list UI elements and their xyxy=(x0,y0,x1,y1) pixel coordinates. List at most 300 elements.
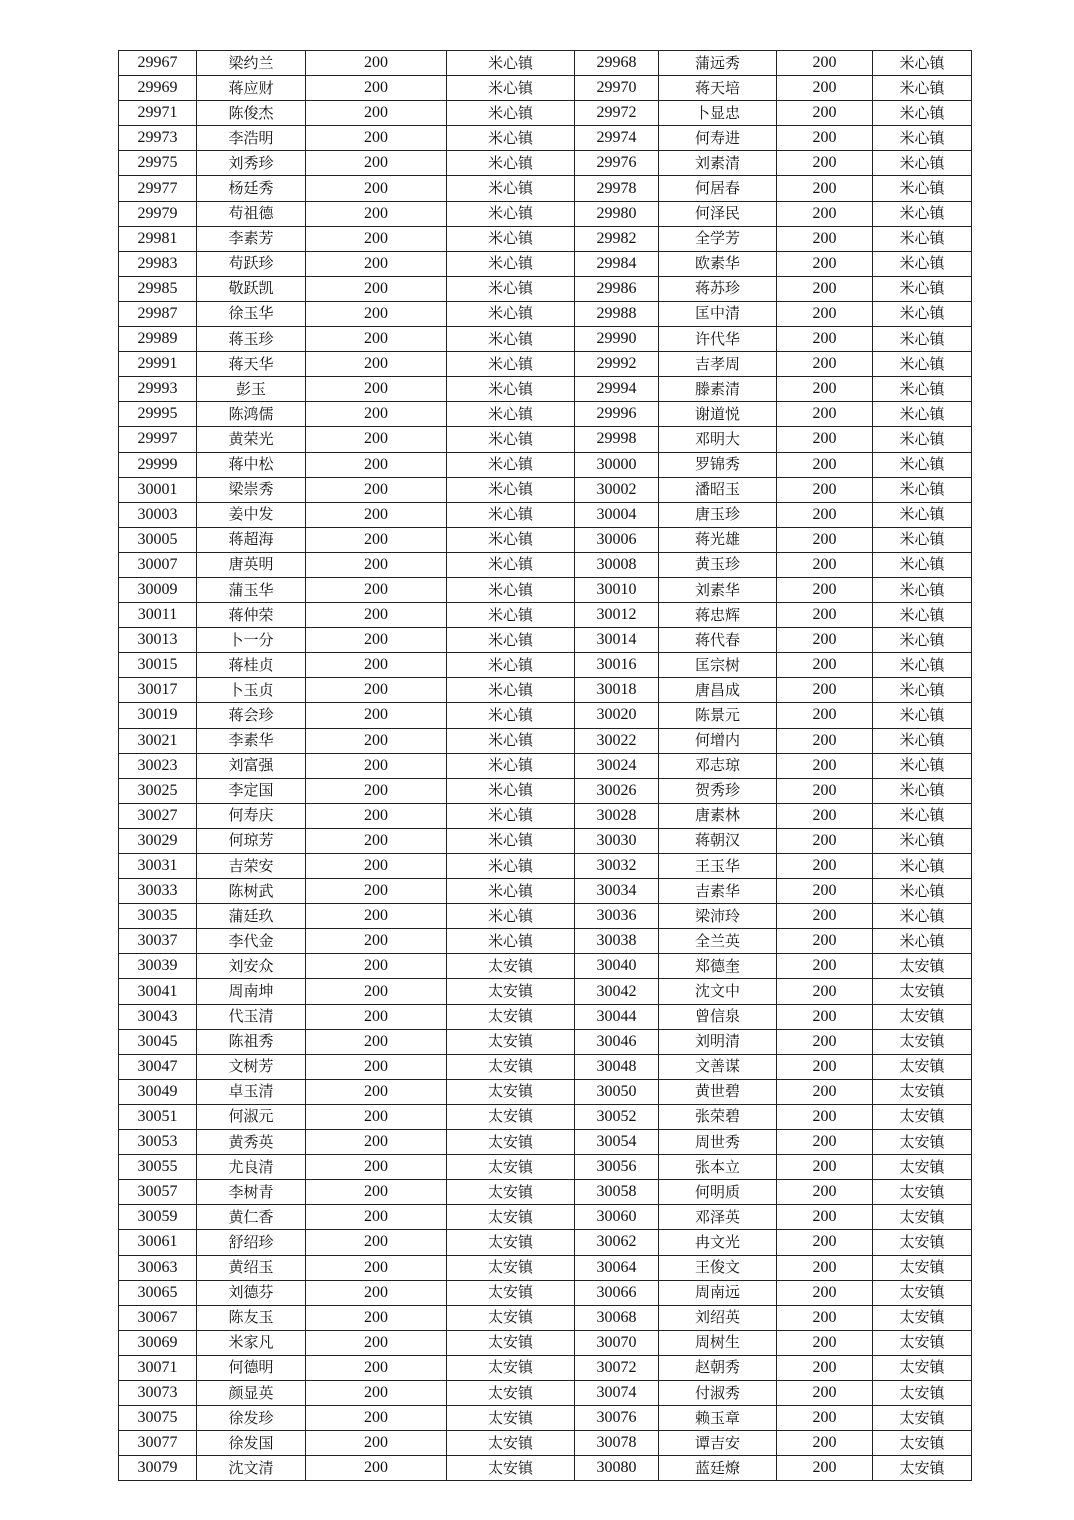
cell-name: 陈景元 xyxy=(659,703,777,728)
cell-name: 蓝廷燎 xyxy=(659,1456,777,1481)
cell-name: 刘素华 xyxy=(659,577,777,602)
cell-name: 刘明清 xyxy=(659,1029,777,1054)
cell-name: 曾信泉 xyxy=(659,1004,777,1029)
cell-name: 卜显忠 xyxy=(659,101,777,126)
table-row xyxy=(119,753,972,778)
cell-name: 张本立 xyxy=(659,1155,777,1180)
cell-name: 黄秀英 xyxy=(197,1130,306,1155)
cell-town: 米心镇 xyxy=(447,176,575,201)
table-row xyxy=(119,678,972,703)
cell-amount: 200 xyxy=(306,1054,447,1079)
cell-town: 米心镇 xyxy=(447,552,575,577)
cell-amount: 200 xyxy=(306,452,447,477)
cell-record-number: 29980 xyxy=(575,201,659,226)
cell-name: 贺秀珍 xyxy=(659,778,777,803)
cell-town: 米心镇 xyxy=(447,502,575,527)
cell-amount: 200 xyxy=(777,1305,873,1330)
cell-name: 颜显英 xyxy=(197,1380,306,1405)
cell-record-number: 30064 xyxy=(575,1255,659,1280)
cell-amount: 200 xyxy=(777,678,873,703)
cell-name: 吉孝周 xyxy=(659,352,777,377)
cell-amount: 200 xyxy=(777,1029,873,1054)
cell-town: 米心镇 xyxy=(447,427,575,452)
cell-town: 太安镇 xyxy=(447,1079,575,1104)
cell-amount: 200 xyxy=(777,101,873,126)
cell-record-number: 30056 xyxy=(575,1155,659,1180)
cell-name: 王俊文 xyxy=(659,1255,777,1280)
cell-amount: 200 xyxy=(777,979,873,1004)
cell-record-number: 29977 xyxy=(119,176,197,201)
cell-amount: 200 xyxy=(306,1205,447,1230)
cell-name: 匡中清 xyxy=(659,301,777,326)
cell-town: 米心镇 xyxy=(873,603,972,628)
table-row xyxy=(119,1029,972,1054)
cell-amount: 200 xyxy=(306,828,447,853)
cell-town: 米心镇 xyxy=(873,854,972,879)
cell-record-number: 30048 xyxy=(575,1054,659,1079)
cell-town: 米心镇 xyxy=(873,226,972,251)
cell-name: 黄绍玉 xyxy=(197,1255,306,1280)
cell-amount: 200 xyxy=(306,628,447,653)
cell-name: 杨廷秀 xyxy=(197,176,306,201)
cell-amount: 200 xyxy=(306,427,447,452)
cell-town: 米心镇 xyxy=(873,929,972,954)
cell-record-number: 29981 xyxy=(119,226,197,251)
cell-amount: 200 xyxy=(777,176,873,201)
cell-name: 徐玉华 xyxy=(197,301,306,326)
cell-amount: 200 xyxy=(306,1029,447,1054)
cell-amount: 200 xyxy=(777,1355,873,1380)
cell-name: 蒋中松 xyxy=(197,452,306,477)
cell-amount: 200 xyxy=(777,1380,873,1405)
cell-amount: 200 xyxy=(777,1205,873,1230)
table-row xyxy=(119,176,972,201)
cell-town: 米心镇 xyxy=(873,527,972,552)
table-row xyxy=(119,954,972,979)
table-row xyxy=(119,126,972,151)
cell-town: 米心镇 xyxy=(447,753,575,778)
cell-amount: 200 xyxy=(777,929,873,954)
cell-name: 黄世碧 xyxy=(659,1079,777,1104)
cell-name: 蒋仲荣 xyxy=(197,603,306,628)
cell-record-number: 30029 xyxy=(119,828,197,853)
cell-amount: 200 xyxy=(777,728,873,753)
cell-name: 李浩明 xyxy=(197,126,306,151)
cell-record-number: 30019 xyxy=(119,703,197,728)
cell-amount: 200 xyxy=(777,477,873,502)
cell-name: 梁约兰 xyxy=(197,51,306,76)
cell-record-number: 30071 xyxy=(119,1355,197,1380)
cell-record-number: 30079 xyxy=(119,1456,197,1481)
cell-record-number: 30068 xyxy=(575,1305,659,1330)
table-row xyxy=(119,1330,972,1355)
cell-name: 蒋天培 xyxy=(659,76,777,101)
cell-town: 米心镇 xyxy=(873,327,972,352)
table-row xyxy=(119,151,972,176)
cell-town: 米心镇 xyxy=(447,904,575,929)
cell-record-number: 30049 xyxy=(119,1079,197,1104)
cell-record-number: 30008 xyxy=(575,552,659,577)
cell-town: 太安镇 xyxy=(447,1104,575,1129)
table-row xyxy=(119,1130,972,1155)
cell-amount: 200 xyxy=(777,126,873,151)
table-row xyxy=(119,101,972,126)
table-row xyxy=(119,452,972,477)
table-row xyxy=(119,377,972,402)
cell-name: 吉素华 xyxy=(659,879,777,904)
cell-name: 何寿庆 xyxy=(197,803,306,828)
cell-name: 周南远 xyxy=(659,1280,777,1305)
cell-amount: 200 xyxy=(306,1280,447,1305)
cell-name: 李素华 xyxy=(197,728,306,753)
cell-record-number: 29968 xyxy=(575,51,659,76)
cell-name: 何明质 xyxy=(659,1180,777,1205)
cell-name: 刘富强 xyxy=(197,753,306,778)
cell-town: 太安镇 xyxy=(447,1406,575,1431)
cell-record-number: 30073 xyxy=(119,1380,197,1405)
cell-town: 米心镇 xyxy=(447,76,575,101)
cell-town: 太安镇 xyxy=(873,1255,972,1280)
cell-name: 姜中发 xyxy=(197,502,306,527)
table-row xyxy=(119,728,972,753)
cell-record-number: 30028 xyxy=(575,803,659,828)
table-row xyxy=(119,1280,972,1305)
cell-record-number: 29984 xyxy=(575,251,659,276)
cell-record-number: 29973 xyxy=(119,126,197,151)
cell-name: 匡宗树 xyxy=(659,653,777,678)
cell-amount: 200 xyxy=(306,276,447,301)
cell-name: 谢道悦 xyxy=(659,402,777,427)
cell-name: 唐英明 xyxy=(197,552,306,577)
cell-town: 太安镇 xyxy=(447,954,575,979)
cell-name: 李代金 xyxy=(197,929,306,954)
table-row xyxy=(119,352,972,377)
table-row xyxy=(119,979,972,1004)
cell-name: 欧素华 xyxy=(659,251,777,276)
cell-record-number: 29974 xyxy=(575,126,659,151)
cell-town: 米心镇 xyxy=(873,753,972,778)
cell-record-number: 30002 xyxy=(575,477,659,502)
cell-town: 太安镇 xyxy=(447,1330,575,1355)
cell-town: 米心镇 xyxy=(873,427,972,452)
cell-name: 周树生 xyxy=(659,1330,777,1355)
cell-amount: 200 xyxy=(306,1180,447,1205)
cell-amount: 200 xyxy=(777,778,873,803)
cell-record-number: 29994 xyxy=(575,377,659,402)
cell-amount: 200 xyxy=(306,1406,447,1431)
cell-name: 滕素清 xyxy=(659,377,777,402)
cell-amount: 200 xyxy=(777,753,873,778)
cell-record-number: 30001 xyxy=(119,477,197,502)
cell-record-number: 30020 xyxy=(575,703,659,728)
cell-town: 米心镇 xyxy=(873,251,972,276)
cell-amount: 200 xyxy=(777,402,873,427)
cell-name: 何淑元 xyxy=(197,1104,306,1129)
cell-town: 米心镇 xyxy=(447,301,575,326)
cell-record-number: 30031 xyxy=(119,854,197,879)
table-row xyxy=(119,427,972,452)
cell-amount: 200 xyxy=(777,201,873,226)
cell-town: 太安镇 xyxy=(447,1355,575,1380)
cell-name: 黄仁香 xyxy=(197,1205,306,1230)
cell-amount: 200 xyxy=(306,126,447,151)
cell-name: 蒋会珍 xyxy=(197,703,306,728)
cell-town: 米心镇 xyxy=(873,828,972,853)
cell-town: 米心镇 xyxy=(447,577,575,602)
cell-name: 徐发国 xyxy=(197,1431,306,1456)
cell-amount: 200 xyxy=(777,226,873,251)
cell-record-number: 30032 xyxy=(575,854,659,879)
cell-record-number: 30061 xyxy=(119,1230,197,1255)
cell-town: 太安镇 xyxy=(447,1380,575,1405)
table-row xyxy=(119,703,972,728)
cell-record-number: 30018 xyxy=(575,678,659,703)
cell-town: 太安镇 xyxy=(873,1431,972,1456)
cell-record-number: 30009 xyxy=(119,577,197,602)
cell-record-number: 30038 xyxy=(575,929,659,954)
cell-amount: 200 xyxy=(306,502,447,527)
cell-name: 蒲玉华 xyxy=(197,577,306,602)
cell-amount: 200 xyxy=(306,1380,447,1405)
cell-amount: 200 xyxy=(777,151,873,176)
cell-record-number: 29978 xyxy=(575,176,659,201)
cell-record-number: 30041 xyxy=(119,979,197,1004)
cell-name: 邓泽英 xyxy=(659,1205,777,1230)
cell-amount: 200 xyxy=(777,1130,873,1155)
table-row xyxy=(119,1355,972,1380)
cell-name: 周南坤 xyxy=(197,979,306,1004)
cell-amount: 200 xyxy=(306,854,447,879)
cell-name: 李树青 xyxy=(197,1180,306,1205)
cell-name: 郑德奎 xyxy=(659,954,777,979)
table-row xyxy=(119,1155,972,1180)
cell-amount: 200 xyxy=(777,1330,873,1355)
cell-town: 太安镇 xyxy=(873,1104,972,1129)
cell-town: 米心镇 xyxy=(873,502,972,527)
table-row xyxy=(119,1180,972,1205)
cell-amount: 200 xyxy=(306,1305,447,1330)
cell-amount: 200 xyxy=(777,879,873,904)
cell-amount: 200 xyxy=(777,1255,873,1280)
cell-record-number: 30072 xyxy=(575,1355,659,1380)
cell-record-number: 30003 xyxy=(119,502,197,527)
table-row xyxy=(119,879,972,904)
cell-town: 太安镇 xyxy=(873,979,972,1004)
cell-town: 米心镇 xyxy=(447,201,575,226)
cell-name: 蒋天华 xyxy=(197,352,306,377)
cell-name: 何琼芳 xyxy=(197,828,306,853)
table-row xyxy=(119,1305,972,1330)
cell-name: 黄荣光 xyxy=(197,427,306,452)
cell-town: 米心镇 xyxy=(873,728,972,753)
cell-amount: 200 xyxy=(777,1456,873,1481)
cell-town: 太安镇 xyxy=(873,1155,972,1180)
cell-record-number: 29986 xyxy=(575,276,659,301)
cell-record-number: 30030 xyxy=(575,828,659,853)
cell-town: 米心镇 xyxy=(447,101,575,126)
cell-record-number: 30078 xyxy=(575,1431,659,1456)
cell-record-number: 30058 xyxy=(575,1180,659,1205)
cell-amount: 200 xyxy=(306,76,447,101)
cell-town: 米心镇 xyxy=(447,678,575,703)
cell-town: 太安镇 xyxy=(873,1029,972,1054)
cell-record-number: 30013 xyxy=(119,628,197,653)
table-row xyxy=(119,251,972,276)
cell-name: 彭玉 xyxy=(197,377,306,402)
table-row xyxy=(119,603,972,628)
cell-town: 米心镇 xyxy=(873,653,972,678)
cell-amount: 200 xyxy=(777,904,873,929)
cell-name: 徐发珍 xyxy=(197,1406,306,1431)
cell-amount: 200 xyxy=(306,377,447,402)
table-row xyxy=(119,276,972,301)
cell-record-number: 30039 xyxy=(119,954,197,979)
cell-amount: 200 xyxy=(306,1004,447,1029)
cell-name: 卜玉贞 xyxy=(197,678,306,703)
cell-amount: 200 xyxy=(777,1280,873,1305)
cell-amount: 200 xyxy=(306,879,447,904)
cell-town: 米心镇 xyxy=(873,151,972,176)
cell-amount: 200 xyxy=(306,1255,447,1280)
cell-name: 蒋桂贞 xyxy=(197,653,306,678)
table-row xyxy=(119,502,972,527)
table-row xyxy=(119,1406,972,1431)
cell-record-number: 30060 xyxy=(575,1205,659,1230)
cell-amount: 200 xyxy=(306,327,447,352)
cell-amount: 200 xyxy=(777,377,873,402)
cell-amount: 200 xyxy=(306,51,447,76)
cell-record-number: 29971 xyxy=(119,101,197,126)
cell-town: 米心镇 xyxy=(447,402,575,427)
table-row xyxy=(119,929,972,954)
cell-name: 蒋玉珍 xyxy=(197,327,306,352)
cell-amount: 200 xyxy=(777,954,873,979)
cell-amount: 200 xyxy=(777,51,873,76)
cell-record-number: 29987 xyxy=(119,301,197,326)
cell-amount: 200 xyxy=(777,703,873,728)
cell-town: 太安镇 xyxy=(873,1380,972,1405)
cell-amount: 200 xyxy=(777,452,873,477)
cell-name: 蒋忠辉 xyxy=(659,603,777,628)
cell-record-number: 29970 xyxy=(575,76,659,101)
table-row xyxy=(119,1456,972,1481)
cell-town: 米心镇 xyxy=(873,201,972,226)
cell-amount: 200 xyxy=(777,653,873,678)
cell-amount: 200 xyxy=(306,803,447,828)
cell-record-number: 29997 xyxy=(119,427,197,452)
cell-name: 蒋苏珍 xyxy=(659,276,777,301)
cell-name: 文树芳 xyxy=(197,1054,306,1079)
table-row xyxy=(119,477,972,502)
cell-name: 何增内 xyxy=(659,728,777,753)
cell-name: 何德明 xyxy=(197,1355,306,1380)
cell-amount: 200 xyxy=(777,1054,873,1079)
cell-record-number: 30014 xyxy=(575,628,659,653)
cell-record-number: 30065 xyxy=(119,1280,197,1305)
cell-town: 米心镇 xyxy=(873,778,972,803)
cell-amount: 200 xyxy=(306,1130,447,1155)
table-row xyxy=(119,1380,972,1405)
cell-name: 唐玉珍 xyxy=(659,502,777,527)
cell-amount: 200 xyxy=(777,552,873,577)
cell-amount: 200 xyxy=(306,678,447,703)
cell-town: 米心镇 xyxy=(447,854,575,879)
cell-amount: 200 xyxy=(777,527,873,552)
cell-town: 米心镇 xyxy=(447,653,575,678)
cell-name: 冉文光 xyxy=(659,1230,777,1255)
table-row xyxy=(119,1104,972,1129)
cell-record-number: 29989 xyxy=(119,327,197,352)
cell-amount: 200 xyxy=(306,1079,447,1104)
cell-name: 蒲廷玖 xyxy=(197,904,306,929)
cell-amount: 200 xyxy=(777,427,873,452)
cell-record-number: 30045 xyxy=(119,1029,197,1054)
cell-town: 太安镇 xyxy=(873,1054,972,1079)
cell-amount: 200 xyxy=(777,828,873,853)
cell-amount: 200 xyxy=(777,1431,873,1456)
cell-amount: 200 xyxy=(306,101,447,126)
cell-name: 舒绍珍 xyxy=(197,1230,306,1255)
cell-amount: 200 xyxy=(777,1004,873,1029)
cell-record-number: 30063 xyxy=(119,1255,197,1280)
cell-record-number: 29995 xyxy=(119,402,197,427)
cell-record-number: 30040 xyxy=(575,954,659,979)
cell-record-number: 29992 xyxy=(575,352,659,377)
cell-record-number: 30027 xyxy=(119,803,197,828)
cell-record-number: 30025 xyxy=(119,778,197,803)
cell-record-number: 29993 xyxy=(119,377,197,402)
cell-town: 太安镇 xyxy=(447,1431,575,1456)
cell-record-number: 29979 xyxy=(119,201,197,226)
cell-name: 全兰英 xyxy=(659,929,777,954)
cell-record-number: 30024 xyxy=(575,753,659,778)
cell-amount: 200 xyxy=(306,929,447,954)
cell-amount: 200 xyxy=(306,477,447,502)
cell-town: 米心镇 xyxy=(447,126,575,151)
cell-town: 米心镇 xyxy=(873,477,972,502)
cell-name: 陈鸿儒 xyxy=(197,402,306,427)
cell-amount: 200 xyxy=(306,653,447,678)
cell-record-number: 29988 xyxy=(575,301,659,326)
table-row xyxy=(119,904,972,929)
cell-town: 米心镇 xyxy=(447,803,575,828)
cell-amount: 200 xyxy=(306,1104,447,1129)
cell-record-number: 30070 xyxy=(575,1330,659,1355)
table-row xyxy=(119,1004,972,1029)
cell-record-number: 30017 xyxy=(119,678,197,703)
cell-record-number: 29991 xyxy=(119,352,197,377)
cell-name: 刘秀珍 xyxy=(197,151,306,176)
cell-name: 谭吉安 xyxy=(659,1431,777,1456)
table-row xyxy=(119,1205,972,1230)
cell-record-number: 30044 xyxy=(575,1004,659,1029)
cell-record-number: 30054 xyxy=(575,1130,659,1155)
cell-name: 文善谋 xyxy=(659,1054,777,1079)
cell-town: 米心镇 xyxy=(873,352,972,377)
cell-record-number: 30047 xyxy=(119,1054,197,1079)
cell-town: 米心镇 xyxy=(873,452,972,477)
table-row xyxy=(119,628,972,653)
cell-record-number: 30022 xyxy=(575,728,659,753)
cell-name: 唐昌成 xyxy=(659,678,777,703)
cell-amount: 200 xyxy=(306,1431,447,1456)
cell-town: 米心镇 xyxy=(447,628,575,653)
cell-amount: 200 xyxy=(777,76,873,101)
table-row xyxy=(119,854,972,879)
cell-name: 邓志琼 xyxy=(659,753,777,778)
cell-town: 米心镇 xyxy=(873,803,972,828)
cell-name: 黄玉珍 xyxy=(659,552,777,577)
